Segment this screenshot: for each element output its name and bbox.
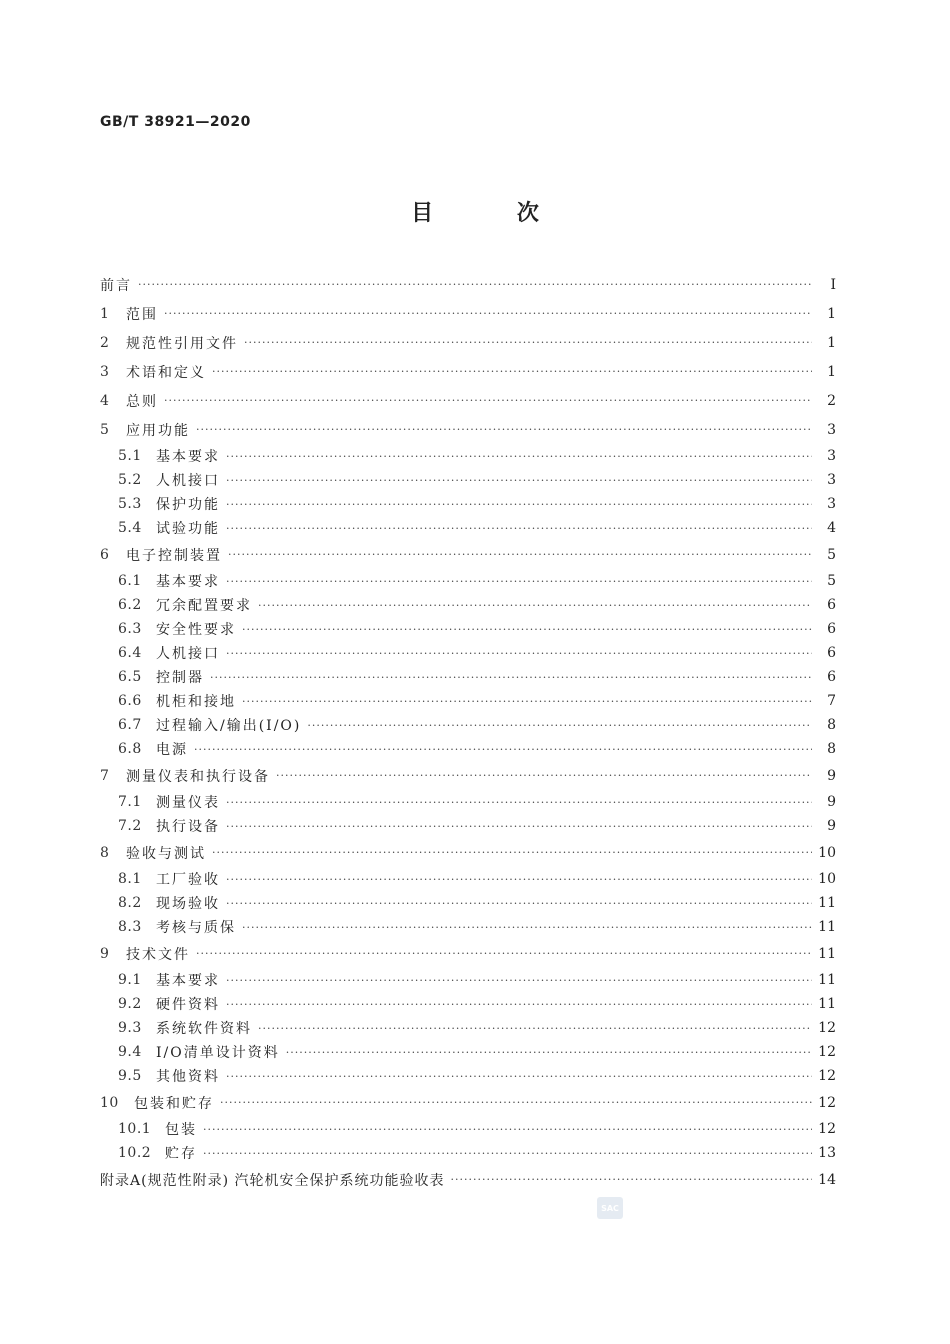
table-of-contents bbox=[100, 270, 836, 1194]
toc-entry-page-number: 5 bbox=[827, 573, 836, 589]
toc-entry-page-number: 11 bbox=[818, 895, 836, 911]
toc-entry[interactable] bbox=[100, 867, 836, 891]
toc-entry-label: 基本要求 bbox=[156, 574, 220, 590]
toc-entry-label: 其他资料 bbox=[156, 1069, 220, 1085]
toc-entry-label: 基本要求 bbox=[156, 449, 220, 465]
toc-entry[interactable] bbox=[100, 1141, 836, 1165]
toc-entry-label: 保护功能 bbox=[156, 497, 220, 513]
toc-entry-number: 6.5 bbox=[118, 669, 142, 685]
toc-entry-number: 9.2 bbox=[118, 996, 142, 1012]
toc-entry-page-number: 11 bbox=[818, 972, 836, 988]
toc-entry-label: 硬件资料 bbox=[156, 997, 220, 1013]
sac-watermark-logo: SAC bbox=[597, 1197, 623, 1219]
toc-entry-label: 范围 bbox=[126, 306, 158, 323]
toc-entry[interactable] bbox=[100, 641, 836, 665]
toc-entry-number: 6.6 bbox=[118, 693, 142, 709]
toc-entry-number: 6.4 bbox=[118, 645, 142, 661]
toc-entry-label: 基本要求 bbox=[156, 973, 220, 989]
toc-leader-dots bbox=[226, 975, 812, 986]
toc-entry-number: 9.4 bbox=[118, 1044, 142, 1060]
toc-entry[interactable] bbox=[100, 1064, 836, 1088]
toc-entry[interactable] bbox=[100, 328, 836, 357]
toc-entry-number: 10.1 bbox=[118, 1121, 152, 1137]
toc-leader-dots bbox=[242, 624, 812, 635]
toc-entry-page-number: 9 bbox=[827, 818, 836, 834]
toc-entry[interactable] bbox=[100, 386, 836, 415]
toc-leader-dots bbox=[244, 337, 812, 348]
toc-entry[interactable] bbox=[100, 713, 836, 737]
toc-entry-label: 冗余配置要求 bbox=[156, 598, 252, 614]
toc-entry-number: 5 bbox=[100, 421, 110, 438]
toc-leader-dots bbox=[226, 999, 812, 1010]
toc-entry-page-number: 5 bbox=[827, 546, 836, 563]
toc-entry-page-number: 6 bbox=[827, 621, 836, 637]
toc-entry-page-number: 6 bbox=[827, 597, 836, 613]
toc-entry-label: 人机接口 bbox=[156, 473, 220, 489]
toc-entry-label: 包装 bbox=[165, 1122, 197, 1138]
toc-entry[interactable] bbox=[100, 1040, 836, 1064]
toc-entry-label: 安全性要求 bbox=[156, 622, 236, 638]
toc-entry-number: 7 bbox=[100, 767, 110, 784]
toc-entry-label: 测量仪表和执行设备 bbox=[126, 768, 270, 785]
toc-entry-number: 7.1 bbox=[118, 794, 142, 810]
toc-entry[interactable] bbox=[100, 569, 836, 593]
toc-entry-page-number: 3 bbox=[827, 472, 836, 488]
toc-entry[interactable] bbox=[100, 468, 836, 492]
standard-code: GB/T 38921—2020 bbox=[100, 114, 251, 130]
toc-leader-dots bbox=[226, 451, 812, 462]
toc-entry-label: 贮存 bbox=[165, 1146, 197, 1162]
toc-entry-number: 8.3 bbox=[118, 919, 142, 935]
toc-leader-dots bbox=[242, 696, 812, 707]
toc-entry[interactable] bbox=[100, 790, 836, 814]
toc-entry-label: 前言 bbox=[100, 277, 132, 294]
toc-entry-label: 试验功能 bbox=[156, 521, 220, 537]
toc-entry-page-number: 8 bbox=[827, 741, 836, 757]
toc-leader-dots bbox=[164, 308, 812, 319]
toc-entry-number: 9.5 bbox=[118, 1068, 142, 1084]
toc-entry-page-number: 12 bbox=[818, 1068, 836, 1084]
toc-entry-label: 术语和定义 bbox=[126, 364, 206, 381]
toc-entry[interactable] bbox=[100, 1117, 836, 1141]
toc-entry-page-number: 9 bbox=[827, 794, 836, 810]
toc-leader-dots bbox=[450, 1174, 812, 1185]
toc-entry[interactable] bbox=[100, 1016, 836, 1040]
toc-entry-number: 8.2 bbox=[118, 895, 142, 911]
toc-entry-page-number: 11 bbox=[818, 919, 836, 935]
toc-entry-label: 人机接口 bbox=[156, 646, 220, 662]
toc-entry[interactable] bbox=[100, 665, 836, 689]
toc-entry-label: 附录A(规范性附录) 汽轮机安全保护系统功能验收表 bbox=[100, 1172, 445, 1189]
toc-entry-label: 应用功能 bbox=[126, 422, 190, 439]
toc-entry-page-number: 12 bbox=[818, 1044, 836, 1060]
toc-entry-number: 8 bbox=[100, 844, 110, 861]
toc-leader-dots bbox=[196, 948, 812, 959]
toc-entry[interactable] bbox=[100, 1088, 836, 1117]
toc-entry-number: 3 bbox=[100, 363, 110, 380]
toc-entry-label: 总则 bbox=[126, 393, 158, 410]
toc-leader-dots bbox=[212, 366, 812, 377]
toc-leader-dots bbox=[203, 1124, 812, 1135]
toc-entry[interactable] bbox=[100, 444, 836, 468]
toc-leader-dots bbox=[226, 576, 812, 587]
toc-entry-number: 9.1 bbox=[118, 972, 142, 988]
toc-leader-dots bbox=[258, 600, 812, 611]
toc-entry[interactable] bbox=[100, 891, 836, 915]
toc-leader-dots bbox=[226, 475, 812, 486]
toc-entry-page-number: 7 bbox=[827, 693, 836, 709]
toc-entry-page-number: 11 bbox=[818, 945, 836, 962]
toc-leader-dots bbox=[286, 1047, 812, 1058]
toc-entry[interactable] bbox=[100, 593, 836, 617]
toc-entry[interactable] bbox=[100, 737, 836, 761]
toc-entry-page-number: 12 bbox=[818, 1094, 836, 1111]
toc-entry-number: 6 bbox=[100, 546, 110, 563]
toc-entry[interactable] bbox=[100, 915, 836, 939]
toc-entry-number: 7.2 bbox=[118, 818, 142, 834]
toc-leader-dots bbox=[203, 1148, 812, 1159]
toc-entry-label: 控制器 bbox=[156, 670, 204, 686]
toc-entry-number: 10.2 bbox=[118, 1145, 152, 1161]
toc-entry[interactable] bbox=[100, 1165, 836, 1194]
toc-entry-number: 8.1 bbox=[118, 871, 142, 887]
toc-leader-dots bbox=[228, 549, 812, 560]
toc-leader-dots bbox=[226, 648, 812, 659]
toc-entry-label: 规范性引用文件 bbox=[126, 335, 238, 352]
toc-entry[interactable] bbox=[100, 968, 836, 992]
toc-entry[interactable] bbox=[100, 415, 836, 444]
toc-entry-number: 9 bbox=[100, 945, 110, 962]
toc-entry-number: 6.2 bbox=[118, 597, 142, 613]
toc-entry-label: 考核与质保 bbox=[156, 920, 236, 936]
toc-leader-dots bbox=[194, 744, 812, 755]
toc-entry-page-number: 3 bbox=[827, 496, 836, 512]
toc-entry[interactable] bbox=[100, 270, 836, 299]
toc-entry[interactable] bbox=[100, 992, 836, 1016]
toc-entry-page-number: 2 bbox=[827, 392, 836, 409]
toc-entry-page-number: 11 bbox=[818, 996, 836, 1012]
toc-leader-dots bbox=[276, 770, 812, 781]
toc-entry-label: 电源 bbox=[156, 742, 188, 758]
toc-entry-label: 测量仪表 bbox=[156, 795, 220, 811]
toc-entry-label: 执行设备 bbox=[156, 819, 220, 835]
toc-leader-dots bbox=[220, 1097, 812, 1108]
toc-entry[interactable] bbox=[100, 357, 836, 386]
toc-entry-page-number: 10 bbox=[818, 844, 836, 861]
toc-entry-label: I/O清单设计资料 bbox=[156, 1045, 280, 1061]
toc-entry-page-number: 13 bbox=[818, 1145, 836, 1161]
toc-entry-page-number: 3 bbox=[827, 448, 836, 464]
toc-entry-label: 系统软件资料 bbox=[156, 1021, 252, 1037]
toc-entry-number: 5.2 bbox=[118, 472, 142, 488]
toc-entry-number: 5.1 bbox=[118, 448, 142, 464]
toc-entry[interactable] bbox=[100, 617, 836, 641]
toc-entry[interactable] bbox=[100, 540, 836, 569]
toc-entry-number: 1 bbox=[100, 305, 110, 322]
toc-leader-dots bbox=[258, 1023, 812, 1034]
toc-entry[interactable] bbox=[100, 838, 836, 867]
toc-entry-page-number: 1 bbox=[827, 363, 836, 380]
toc-entry-page-number: 6 bbox=[827, 669, 836, 685]
toc-entry-label: 机柜和接地 bbox=[156, 694, 236, 710]
toc-leader-dots bbox=[210, 672, 812, 683]
toc-entry-page-number: 12 bbox=[818, 1020, 836, 1036]
toc-entry-page-number: 6 bbox=[827, 645, 836, 661]
toc-entry[interactable] bbox=[100, 761, 836, 790]
toc-entry-label: 电子控制装置 bbox=[126, 547, 222, 564]
toc-entry-number: 6.7 bbox=[118, 717, 142, 733]
toc-entry-page-number: 12 bbox=[818, 1121, 836, 1137]
toc-entry[interactable] bbox=[100, 492, 836, 516]
toc-entry-page-number: 8 bbox=[827, 717, 836, 733]
toc-leader-dots bbox=[307, 720, 812, 731]
toc-entry-number: 10 bbox=[100, 1094, 119, 1111]
toc-entry-number: 6.1 bbox=[118, 573, 142, 589]
toc-leader-dots bbox=[164, 395, 812, 406]
toc-entry-page-number: Ⅰ bbox=[830, 276, 836, 293]
toc-entry[interactable] bbox=[100, 516, 836, 540]
toc-leader-dots bbox=[226, 797, 812, 808]
toc-entry-label: 包装和贮存 bbox=[134, 1095, 214, 1112]
toc-leader-dots bbox=[138, 279, 812, 290]
toc-leader-dots bbox=[226, 1071, 812, 1082]
toc-entry-label: 现场验收 bbox=[156, 896, 220, 912]
toc-entry-page-number: 9 bbox=[827, 767, 836, 784]
toc-entry-page-number: 3 bbox=[827, 421, 836, 438]
toc-entry-page-number: 4 bbox=[827, 520, 836, 536]
toc-entry-number: 6.3 bbox=[118, 621, 142, 637]
toc-entry-number: 5.3 bbox=[118, 496, 142, 512]
toc-leader-dots bbox=[242, 922, 812, 933]
toc-leader-dots bbox=[212, 847, 812, 858]
toc-leader-dots bbox=[196, 424, 812, 435]
toc-entry-page-number: 10 bbox=[818, 871, 836, 887]
toc-leader-dots bbox=[226, 523, 812, 534]
toc-entry-number: 9.3 bbox=[118, 1020, 142, 1036]
toc-entry-number: 6.8 bbox=[118, 741, 142, 757]
toc-leader-dots bbox=[226, 499, 812, 510]
toc-entry-number: 2 bbox=[100, 334, 110, 351]
toc-entry-label: 验收与测试 bbox=[126, 845, 206, 862]
toc-entry[interactable] bbox=[100, 939, 836, 968]
toc-entry-number: 4 bbox=[100, 392, 110, 409]
toc-entry-page-number: 1 bbox=[827, 305, 836, 322]
toc-entry[interactable] bbox=[100, 299, 836, 328]
toc-entry-number: 5.4 bbox=[118, 520, 142, 536]
page-title: 目 次 bbox=[411, 200, 577, 226]
toc-entry-page-number: 1 bbox=[827, 334, 836, 351]
toc-leader-dots bbox=[226, 821, 812, 832]
toc-entry-label: 工厂验收 bbox=[156, 872, 220, 888]
toc-entry-label: 过程输入/输出(I/O) bbox=[156, 718, 302, 734]
toc-entry[interactable] bbox=[100, 689, 836, 713]
toc-leader-dots bbox=[226, 898, 812, 909]
toc-entry-page-number: 14 bbox=[818, 1171, 836, 1188]
toc-entry[interactable] bbox=[100, 814, 836, 838]
toc-entry-label: 技术文件 bbox=[126, 946, 190, 963]
toc-leader-dots bbox=[226, 874, 812, 885]
